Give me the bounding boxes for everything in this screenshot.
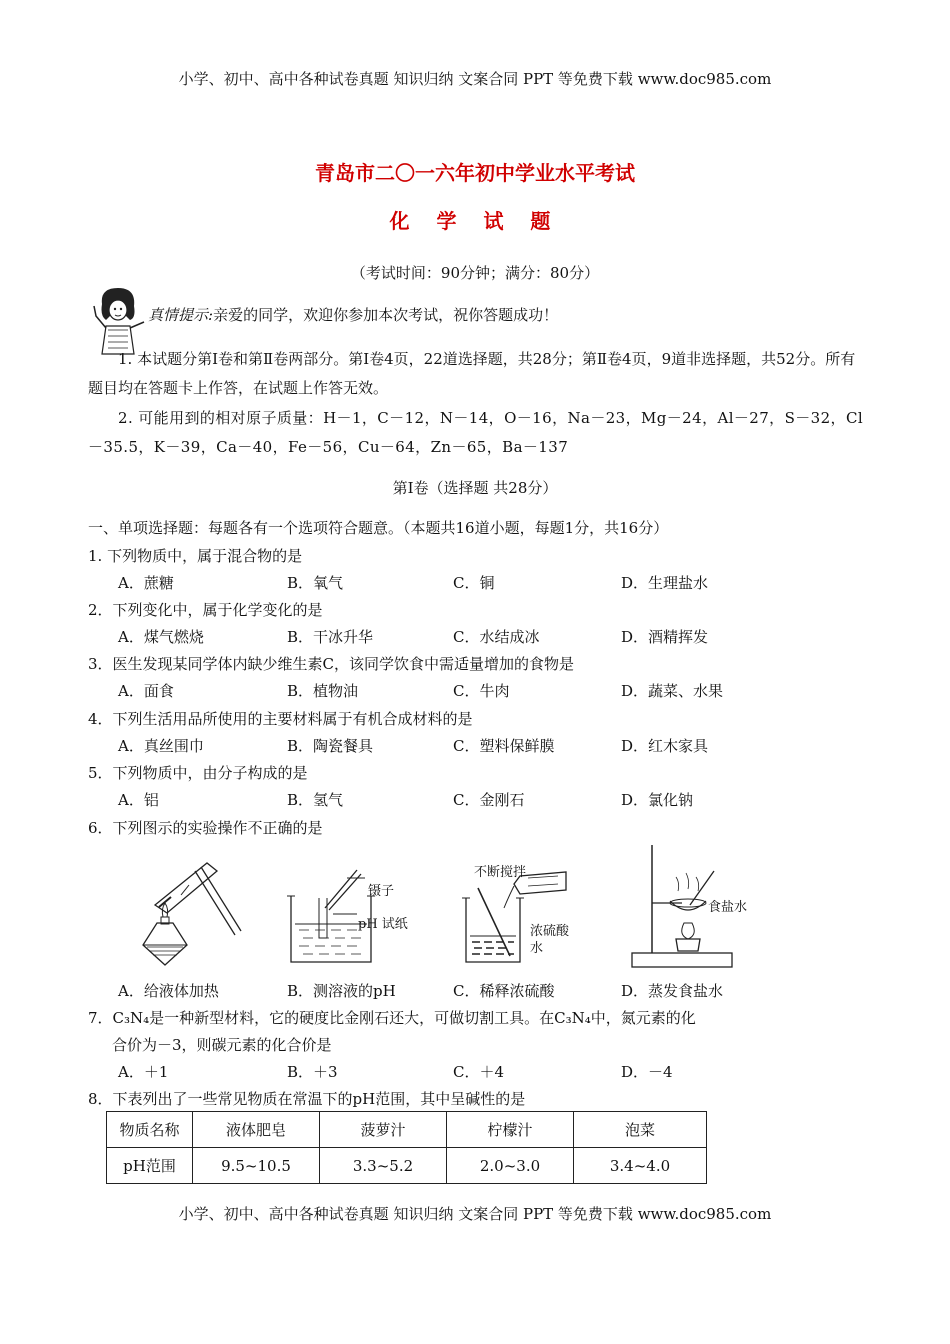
exam-title: 青岛市二〇一六年初中学业水平考试 [315,161,635,185]
q4-option-d: D．红木家具 [621,737,709,755]
q4-option-b: B．陶瓷餐具 [287,737,374,755]
q2-option-c: C．水结成冰 [453,628,540,646]
q7-option-d: D．－4 [621,1063,673,1081]
table-cell: 柠檬汁 [447,1112,574,1148]
label-conc-acid: 浓硫酸 [530,924,570,939]
q2-option-a: A．煤气燃烧 [118,628,204,646]
q6-option-a: A．给液体加热 [118,982,219,1000]
question-7-line2: 合价为－3，则碳元素的化合价是 [112,1036,332,1054]
question-1-stem: 1. 下列物质中，属于混合物的是 [88,547,303,565]
section-title: 第Ⅰ卷（选择题 共28分） [392,479,558,497]
part-one-heading: 一、单项选择题：每题各有一个选项符合题意。（本题共16道小题，每题1分，共16分） [88,519,669,537]
table-row [107,1112,707,1148]
question-5-stem: 5．下列物质中，由分子构成的是 [88,764,308,782]
question-6-stem: 6．下列图示的实验操作不正确的是 [88,819,323,837]
q3-option-d: D．蔬菜、水果 [621,682,724,700]
q5-option-c: C．金刚石 [453,791,525,809]
q6-option-c: C．稀释浓硫酸 [453,982,555,1000]
exam-info: （考试时间：90分钟；满分：80分） [350,264,600,282]
warm-tip [148,304,558,325]
q4-option-c: C．塑料保鲜膜 [453,737,555,755]
table-cell: pH范围 [107,1148,193,1184]
table-cell: 物质名称 [107,1112,193,1148]
question-2-stem: 2．下列变化中，属于化学变化的是 [88,601,323,619]
question-8-stem: 8．下表列出了一些常见物质在常温下的pH范围，其中呈碱性的是 [88,1090,526,1108]
table-cell: 2.0~3.0 [447,1148,574,1184]
table-cell: 菠萝汁 [320,1112,447,1148]
q1-option-b: B．氧气 [287,574,344,592]
table-cell: 液体肥皂 [193,1112,320,1148]
instruction-2: 2. 可能用到的相对原子质量：H－1，C－12，N－14，O－16，Na－23，Mg－24，Al－27，S－32，Cl－35.5，K－39，Ca－40，Fe－56，Cu－64，Zn－65，Ba－137 [88,409,864,456]
q5-option-a: A．铝 [118,791,159,809]
q5-option-b: B．氢气 [287,791,344,809]
page-footer: 小学、初中、高中各种试卷真题 知识归纳 文案合同 PPT 等免费下载 www.doc985.com [178,1205,772,1223]
q1-option-c: C．铜 [453,574,495,592]
q7-option-b: B．＋3 [287,1063,338,1081]
q2-option-b: B．干冰升华 [287,628,374,646]
table-cell: 3.4~4.0 [574,1148,707,1184]
q7-option-a: A．＋1 [118,1063,169,1081]
q6-option-b: B．测溶液的pH [287,982,396,1000]
q2-option-d: D．酒精挥发 [621,628,709,646]
label-ph-paper: pH 试纸 [358,917,408,932]
warm-tip-text: 亲爱的同学，欢迎你参加本次考试，祝你答题成功！ [213,306,559,324]
figure-heating-liquid [125,855,245,970]
table-cell: 3.3~5.2 [320,1148,447,1184]
table-cell: 泡菜 [574,1112,707,1148]
question-4-stem: 4．下列生活用品所使用的主要材料属于有机合成材料的是 [88,710,473,728]
q1-option-a: A．蔗糖 [118,574,174,592]
question-7-line1: 7．C₃N₄是一种新型材料，它的硬度比金刚石还大，可做切割工具。在C₃N₄中，氮元素的化 [88,1009,696,1027]
table-cell: 9.5~10.5 [193,1148,320,1184]
question-3-stem: 3．医生发现某同学体内缺少维生素C，该同学饮食中需适量增加的食物是 [88,655,575,673]
q4-option-a: A．真丝围巾 [118,737,204,755]
label-salt-water: 食盐水 [708,900,748,915]
q1-option-d: D．生理盐水 [621,574,709,592]
q3-option-a: A．面食 [118,682,174,700]
label-water: 水 [530,941,544,956]
label-tweezers: 镊子 [368,884,395,899]
q6-option-d: D．蒸发食盐水 [621,982,724,1000]
warm-tip-label: 真情提示: [148,306,214,324]
subject-title: 化 学 试 题 [389,209,561,233]
q3-option-b: B．植物油 [287,682,359,700]
ph-table [106,1111,707,1184]
q7-option-c: C．＋4 [453,1063,505,1081]
page-header: 小学、初中、高中各种试卷真题 知识归纳 文案合同 PPT 等免费下载 www.doc985.com [178,70,772,88]
instruction-1: 1. 本试题分第Ⅰ卷和第Ⅱ卷两部分。第Ⅰ卷4页，22道选择题，共28分；第Ⅱ卷4页，9道非选择题，共52分。所有题目均在答题卡上作答，在试题上作答无效。 [88,350,856,397]
figure-dilute-acid [458,868,578,968]
q5-option-d: D．氯化钠 [621,791,694,809]
q3-option-c: C．牛肉 [453,682,510,700]
table-row [107,1148,707,1184]
label-stir: 不断搅拌 [474,865,527,880]
